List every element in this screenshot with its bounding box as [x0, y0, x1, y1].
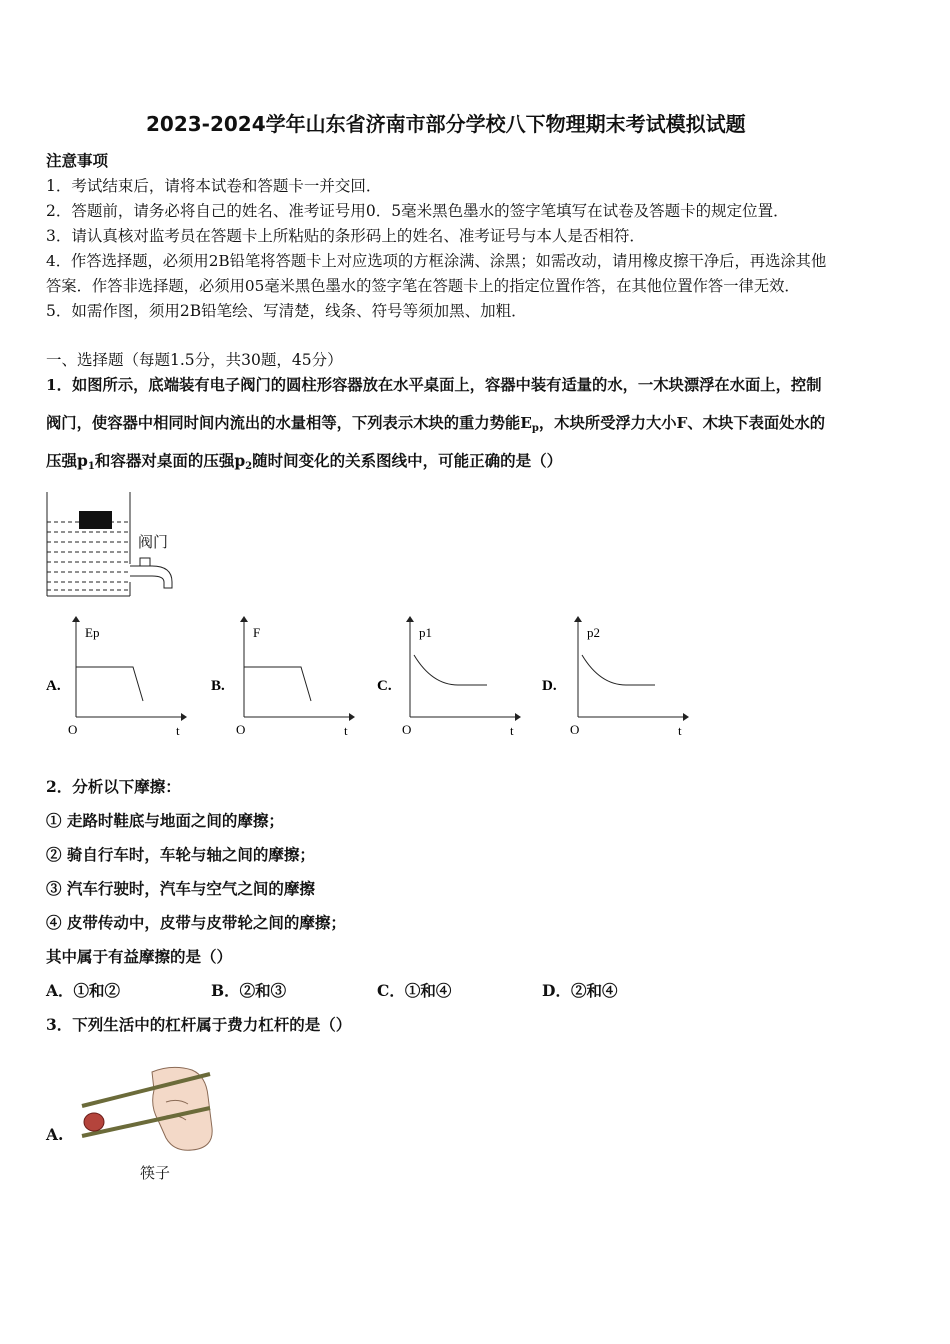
q1-text: 压强p	[46, 451, 88, 470]
option-label: D．	[542, 981, 571, 1000]
valve-label: 阀门	[138, 533, 169, 551]
graph-curve	[414, 655, 487, 685]
x-arrow	[683, 713, 689, 721]
chopsticks-picture	[80, 1062, 220, 1157]
q1-sub: p	[531, 423, 539, 434]
origin-label: O	[570, 722, 580, 737]
q3-option-a-label: A.	[46, 1125, 64, 1144]
q1-text: 随时间变化的关系图线中，可能正确的是（）	[252, 451, 563, 470]
q2-option-b	[211, 981, 286, 1001]
y-axis-label: p1	[419, 625, 432, 640]
y-axis-label: Ep	[85, 625, 100, 640]
q2-item: ① 走路时鞋底与地面之间的摩擦；	[46, 811, 284, 830]
section-heading: 一、选择题（每题1.5分，共30题，45分）	[46, 351, 343, 369]
q2-item: ③ 汽车行驶时，汽车与空气之间的摩擦	[46, 879, 315, 898]
y-arrow	[240, 616, 248, 622]
x-axis-label: t	[510, 723, 514, 738]
x-axis-label: t	[344, 723, 348, 738]
origin-label: O	[402, 722, 412, 737]
option-label: A.	[46, 678, 61, 694]
q3-stem: 3．下列生活中的杠杆属于费力杠杆的是（）	[46, 1015, 352, 1034]
graph-curve	[582, 655, 655, 685]
notice-item: 答案．作答非选择题，必须用05毫米黑色墨水的签字笔在答题卡上的指定位置作答，在其他位置作答一律无效．	[46, 277, 800, 295]
graph-line	[244, 667, 311, 701]
option-text: ①和②	[73, 981, 121, 1000]
notice-item: 1．考试结束后，请将本试卷和答题卡一并交回．	[46, 177, 382, 195]
y-arrow	[406, 616, 414, 622]
page-title: 2023-2024学年山东省济南市部分学校八下物理期末考试模拟试题	[146, 112, 746, 136]
option-label: C.	[377, 678, 392, 694]
notice-heading: 注意事项	[46, 151, 109, 170]
x-arrow	[515, 713, 521, 721]
q2-question: 其中属于有益摩擦的是（）	[46, 947, 233, 966]
option-text: ①和④	[404, 981, 452, 1000]
q2-option-a	[46, 981, 120, 1001]
y-axis-label: p2	[587, 625, 600, 640]
origin-label: O	[68, 722, 78, 737]
notice-item: 2．答题前，请务必将自己的姓名、准考证号用0．5毫米黑色墨水的签字笔填写在试卷及答题卡的规定位置．	[46, 202, 789, 220]
x-arrow	[349, 713, 355, 721]
q1-stem-line1: 1．如图所示，底端装有电子阀门的圆柱形容器放在水平桌面上，容器中装有适量的水，一木块漂浮在水面上，控制	[46, 376, 822, 394]
option-graphs	[0, 610, 950, 750]
origin-label: O	[236, 722, 246, 737]
chopsticks-caption: 筷子	[140, 1164, 171, 1182]
option-label: D.	[542, 678, 557, 694]
y-arrow	[72, 616, 80, 622]
q1-stem-line2	[46, 413, 825, 439]
q1-stem-line3	[46, 451, 562, 477]
y-axis-label: F	[253, 625, 261, 640]
q2-option-c	[377, 981, 451, 1001]
option-text: ②和③	[239, 981, 287, 1000]
q2-stem: 2．分析以下摩擦：	[46, 777, 181, 796]
notice-item: 5．如需作图，须用2B铅笔绘、写清楚，线条、符号等须加黑、加粗．	[46, 302, 527, 320]
q1-text: 和容器对桌面的压强p	[94, 451, 246, 470]
x-axis-label: t	[176, 723, 180, 738]
notice-item: 4．作答选择题，必须用2B铅笔将答题卡上对应选项的方框涂满、涂黑；如需改动，请用橡皮擦干净后，再选涂其他	[46, 252, 827, 270]
q1-text: 阀门，使容器中相同时间内流出的水量相等，下列表示木块的重力势能E	[46, 414, 532, 432]
x-axis-label: t	[678, 723, 682, 738]
option-label: C．	[377, 981, 405, 1000]
q1-sub: 2	[245, 461, 253, 472]
q2-option-d	[542, 981, 617, 1001]
option-label: B．	[211, 981, 240, 1000]
q2-item: ② 骑自行车时，车轮与轴之间的摩擦；	[46, 845, 315, 864]
graph-line	[76, 667, 143, 701]
notice-item: 3．请认真核对监考员在答题卡上所粘贴的条形码上的姓名、准考证号与本人是否相符．	[46, 227, 645, 245]
x-arrow	[181, 713, 187, 721]
q1-text: ，木块所受浮力大小F、木块下表面处水的	[538, 414, 826, 432]
y-arrow	[574, 616, 582, 622]
option-text: ②和④	[570, 981, 618, 1000]
option-label: A．	[46, 981, 74, 1000]
option-label: B.	[211, 678, 225, 694]
q2-item: ④ 皮带传动中，皮带与皮带轮之间的摩擦；	[46, 913, 346, 932]
q1-sub: 1	[87, 461, 95, 472]
